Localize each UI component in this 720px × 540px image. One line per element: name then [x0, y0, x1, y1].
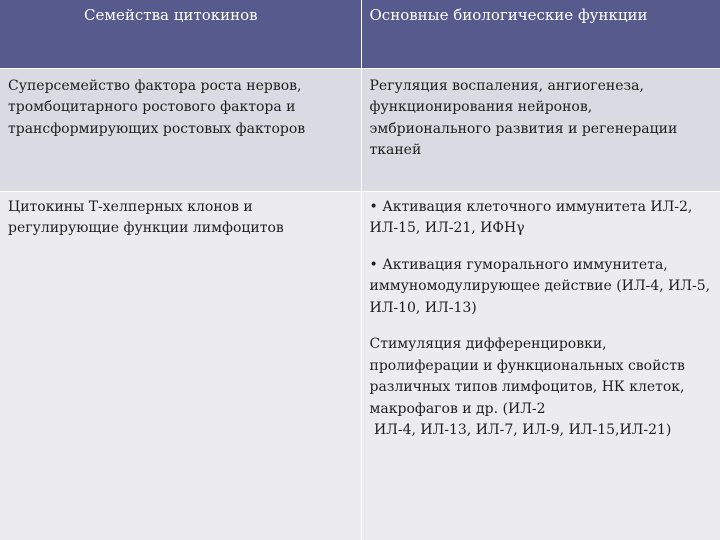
table-row — [0, 191, 720, 540]
table-row — [0, 68, 720, 191]
functions-cell: Регуляция воспаления, ангиогенеза, функционирования нейронов, эмбрионального развития и регенерации тканей — [361, 68, 720, 191]
function-item: Стимуляция дифференцировки, пролиферации и функциональных свойств различных типов лимфоцитов, НК клеток, макрофагов и др. (ИЛ-2 ИЛ-4, ИЛ-13, ИЛ-7, ИЛ-9, ИЛ-15,ИЛ-21) — [369, 336, 685, 438]
header-cytokine-families: Семейства цитокинов — [0, 0, 361, 68]
function-item: • Активация клеточного иммунитета ИЛ-2, ИЛ-15, ИЛ-21, ИФНγ — [369, 198, 697, 236]
functions-cell — [361, 191, 720, 540]
family-cell: Цитокины Т-хелперных клонов и регулирующие функции лимфоцитов — [0, 191, 361, 540]
header-biological-functions: Основные биологические функции — [361, 0, 720, 68]
table-header-row — [0, 0, 720, 68]
family-cell: Суперсемейство фактора роста нервов, тромбоцитарного ростового фактора и трансформирующих ростовых факторов — [0, 68, 361, 191]
function-item: • Активация гуморального иммунитета, иммуномодулирующее действие (ИЛ-4, ИЛ-5, ИЛ-10, ИЛ-13) — [369, 256, 715, 316]
